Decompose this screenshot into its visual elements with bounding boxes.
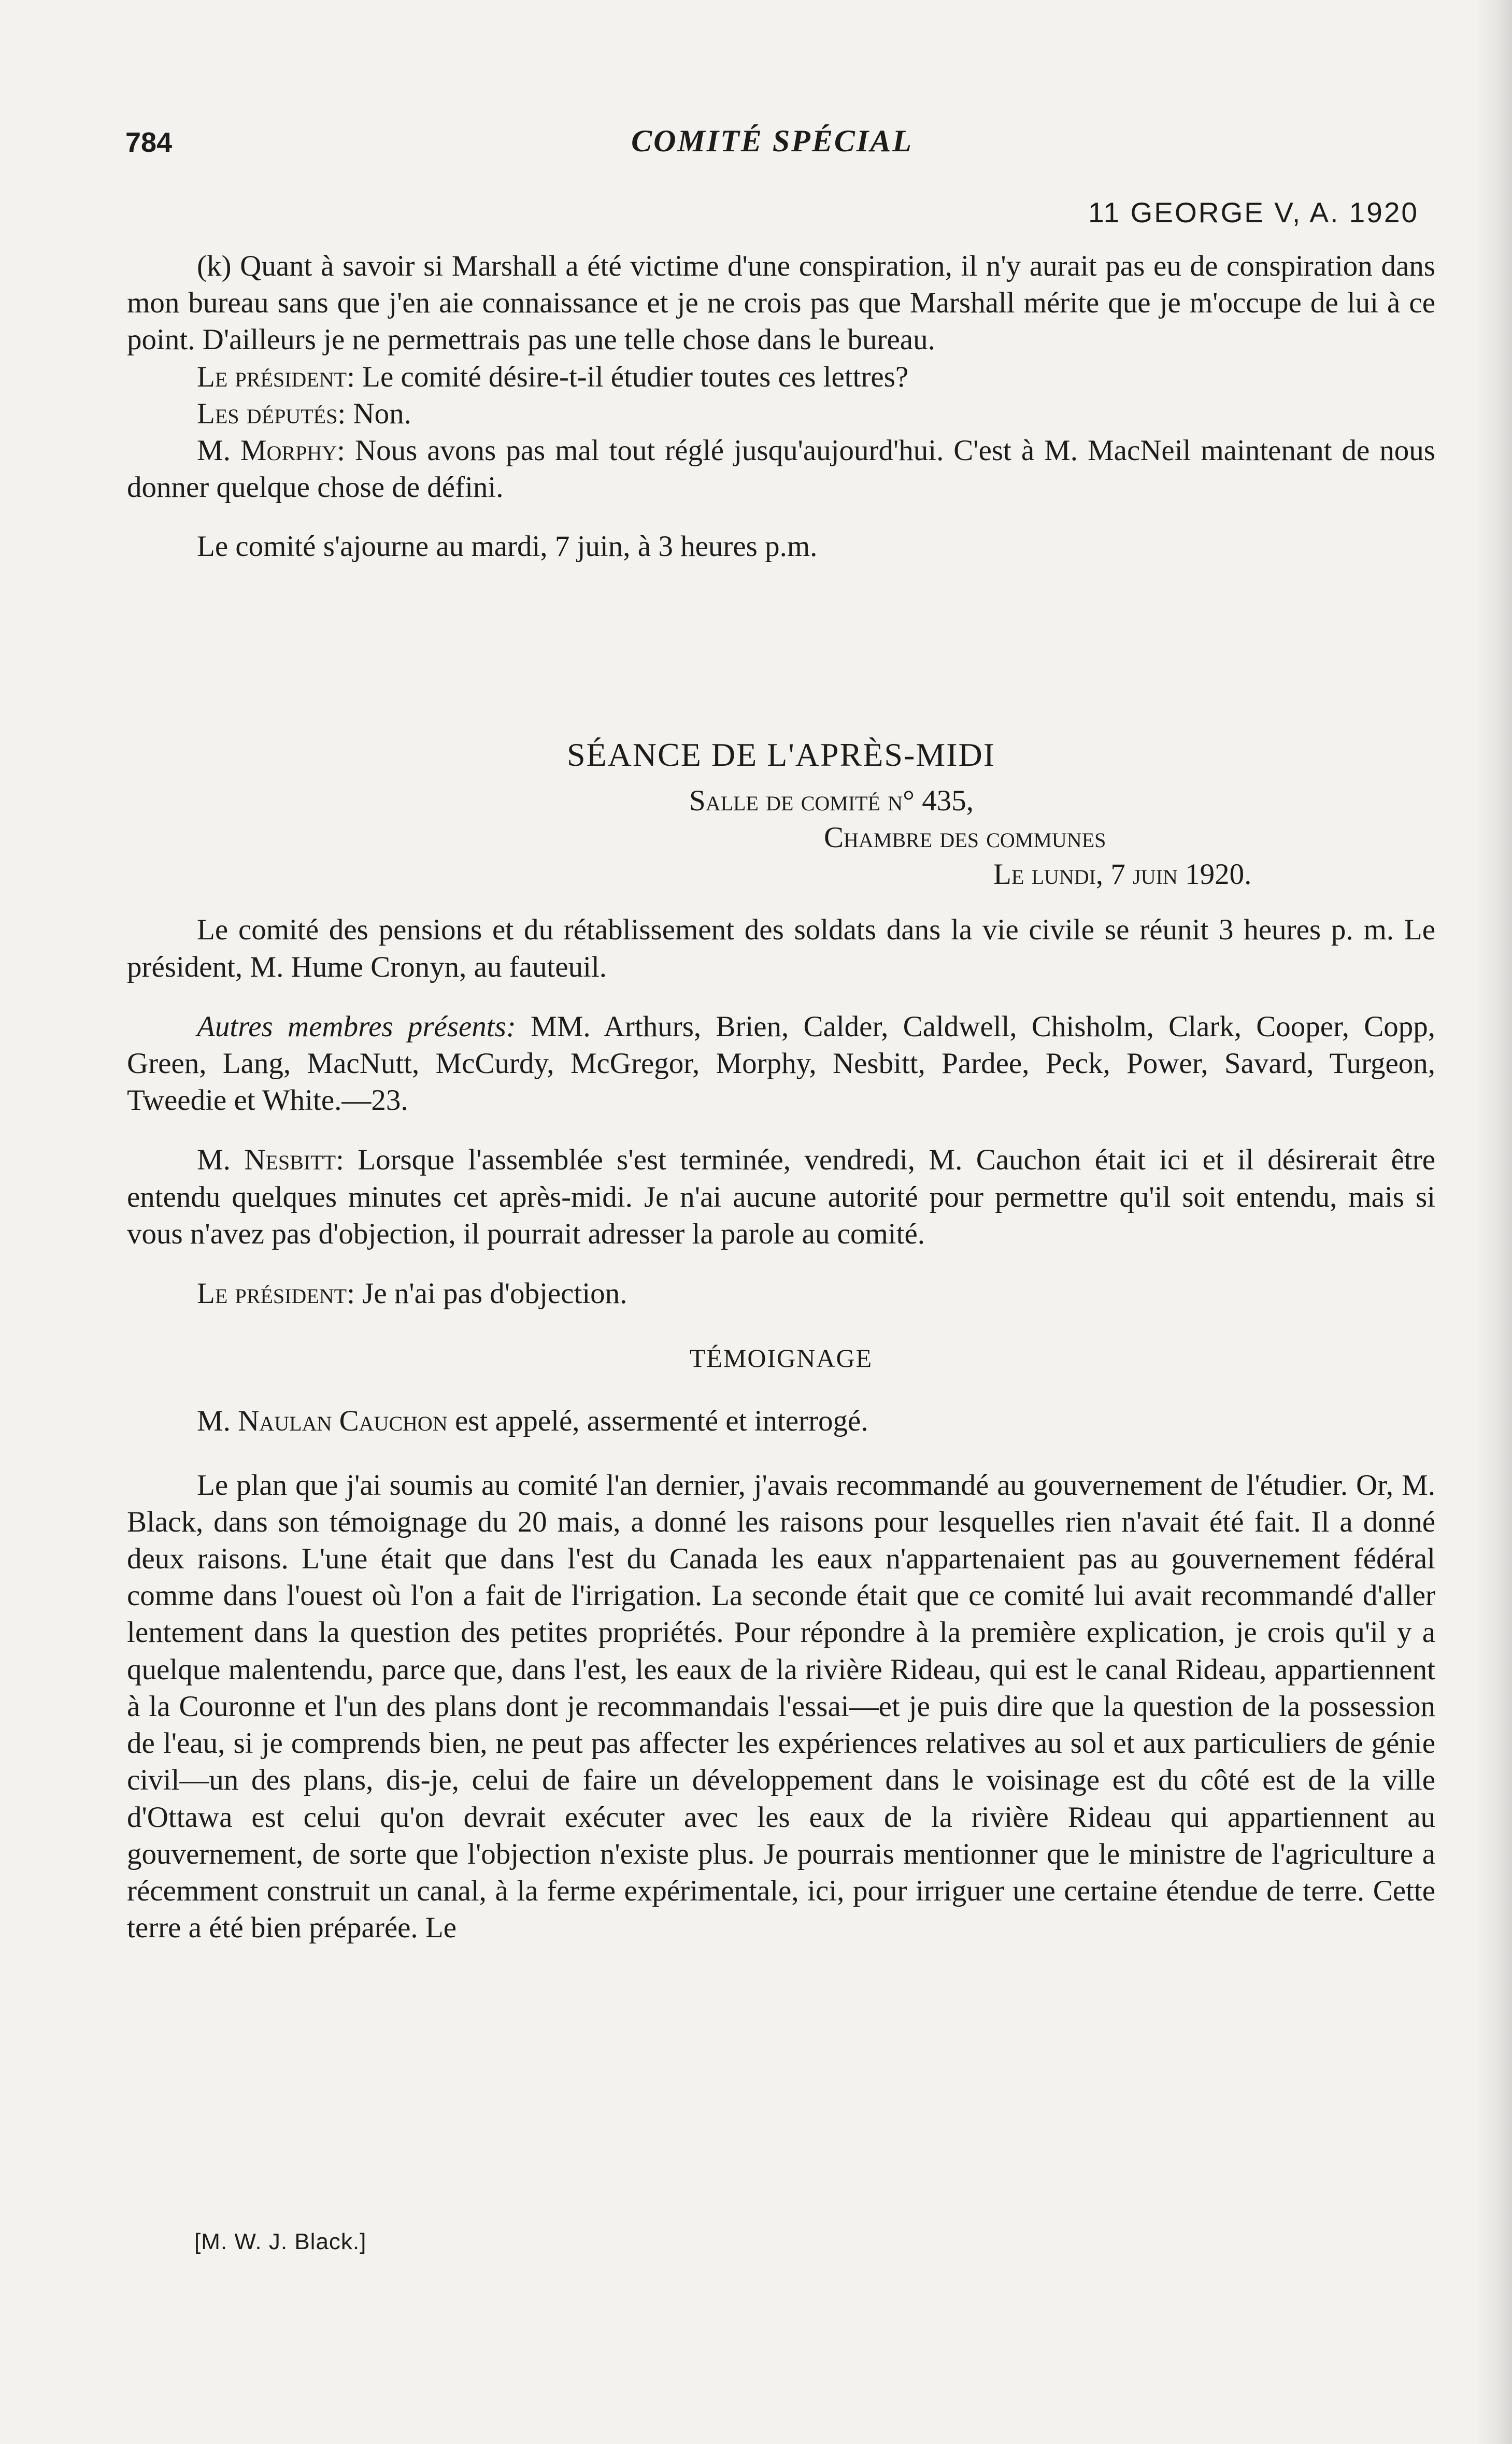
testimony-paragraph: Le plan que j'ai soumis au comité l'an dernier, j'avais recommandé au gouvernement de l'étudier. Or, M. Black, dans son témoignage du 20 mais, a donné les raisons pour lesquelles rien n'avait été fait. Il a donné deux raisons. L'une était que dans l'est du Canada les eaux n'appartenaient pas au gouvernement fédéral comme dans l'ouest où l'on a fait de l'irrigation. La seconde était que ce comité lui avait recommandé d'aller lentement dans la question des petites propriétés. Pour répondre à la première explication, je crois qu'il y a quelque malentendu, parce que, dans l'est, les eaux de la rivière Rideau, qui est le canal Rideau, appartiennent à la Couronne et l'un des plans dont je recommandais l'essai—et je puis dire que la question de la possession de l'eau, si je comprends bien, ne peut pas affecter les expériences relatives au sol et aux particuliers de génie civil—un des plans, dis-je, celui de faire un développement dans le voisinage est du côté est de la ville d'Ottawa est celui qu'on devrait exécuter avec les eaux de la rivière Rideau qui appartiennent au gouvernement, de sorte que l'objection n'existe plus. Je pourrais mentionner que le ministre de l'agriculture a récemment construit un canal, à la ferme expérimentale, ici, pour irriguer une certaine étendue de terre. Cette terre a été bien préparée. Le — [127, 1468, 1435, 1945]
deputes-remark-text: Non. — [346, 397, 411, 430]
speaker-deputes: Les députés: — [197, 397, 346, 430]
speaker-nesbitt: M. Nesbitt: — [197, 1144, 344, 1177]
nesbitt-remark-text: Lorsque l'assemblée s'est terminée, vendredi, M. Cauchon était ici et il désirerait être entendu quelques minutes cet après-midi. Je n'ai aucune autorité pour permettre qu'il soit entendu, mais si vous n'avez pas d'objection, il pourrait adresser la parole au comité. — [127, 1144, 1435, 1250]
testimony-heading: TÉMOIGNAGE — [689, 1344, 873, 1373]
witness-intro — [127, 1403, 1435, 1439]
paragraph-k: (k) Quant à savoir si Marshall a été victime d'une conspiration, il n'y aurait pas eu de conspiration dans mon bureau sans que j'en aie connaissance et je ne crois pas que Marshall mérite que je m'occupe de lui à ce point. D'ailleurs je ne permettrais pas une telle chose dans le bureau. — [127, 250, 1435, 356]
members-label: Autres membres présents: — [197, 1010, 516, 1043]
witness-name: M. Naulan Cauchon — [197, 1405, 448, 1438]
location-room: Salle de comité n° 435, — [689, 784, 974, 817]
president-remark — [127, 359, 1435, 395]
footer-note: [M. W. J. Black.] — [194, 2229, 367, 2254]
president-remark-text: Le comité désire-t-il étudier toutes ces lettres? — [354, 360, 909, 393]
page-body — [127, 248, 1435, 1946]
section-title: SÉANCE DE L'APRÈS-MIDI — [566, 736, 996, 773]
morphy-remark-text: Nous avons pas mal tout réglé jusqu'aujourd'hui. C'est à M. MacNeil maintenant de nous donner quelque chose de défini. — [127, 434, 1435, 504]
members-list: MM. Arthurs, Brien, Calder, Caldwell, Chisholm, Clark, Cooper, Copp, Green, Lang, MacNutt, McCurdy, McGregor, Morphy, Nesbitt, Pardee, Peck, Power, Savard, Turgeon, Tweedie et White.—23. — [127, 1010, 1435, 1117]
opening-paragraph: Le comité des pensions et du rétablissement des soldats dans la vie civile se réunit 3 heures p. m. Le président, M. Hume Cronyn, au fauteuil. — [127, 913, 1435, 983]
members-paragraph — [127, 1008, 1435, 1119]
running-title: COMITÉ SPÉCIAL — [631, 124, 913, 158]
meeting-date: Le lundi, 7 juin 1920. — [993, 858, 1252, 891]
session-label: 11 GEORGE V, A. 1920 — [1088, 196, 1419, 228]
deputes-remark — [127, 395, 1435, 432]
witness-intro-text: est appelé, assermenté et interrogé. — [447, 1405, 868, 1438]
adjournment-note: Le comité s'ajourne au mardi, 7 juin, à 3 heures p.m. — [197, 530, 818, 563]
page-edge-shadow — [1476, 0, 1512, 2444]
morphy-remark — [127, 432, 1435, 506]
president-reply — [127, 1275, 1435, 1312]
page-number: 784 — [125, 127, 173, 158]
speaker-president: Le président: — [197, 360, 355, 393]
location-chamber: Chambre des communes — [824, 821, 1106, 854]
president-reply-text: Je n'ai pas d'objection. — [354, 1277, 627, 1310]
page-header — [125, 123, 1419, 165]
nesbitt-remark — [127, 1141, 1435, 1252]
speaker-morphy: M. Morphy: — [197, 434, 345, 467]
speaker-president-2: Le président: — [197, 1277, 355, 1310]
